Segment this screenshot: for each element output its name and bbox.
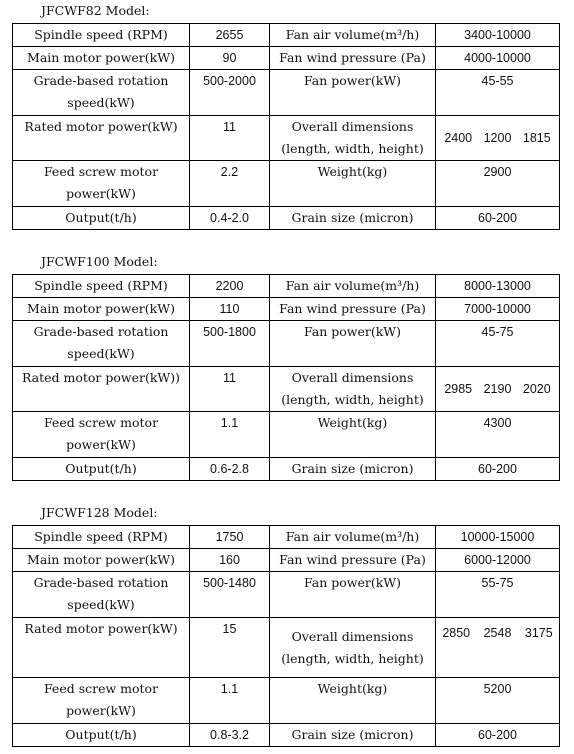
param-value: 60-200: [436, 207, 560, 230]
param-label: Main motor power(kW): [13, 47, 190, 70]
param-label: Fan power(kW): [270, 572, 436, 618]
table-row: [13, 47, 560, 70]
param-value: 500-1480: [190, 572, 270, 618]
model-title: JFCWF82 Model:: [41, 3, 150, 18]
spec-table-jfcwf100: [12, 274, 560, 481]
param-label: Fan air volume(m³/h): [270, 24, 436, 47]
table-row: [13, 116, 560, 161]
param-label: Weight(kg): [270, 412, 436, 458]
param-value: 15: [190, 618, 270, 678]
param-value: 1750: [190, 526, 270, 549]
param-label: Weight(kg): [270, 161, 436, 207]
table-row: [13, 572, 560, 618]
model-title: JFCWF128 Model:: [41, 505, 158, 520]
param-label: Weight(kg): [270, 678, 436, 724]
param-value: 1.1: [190, 412, 270, 458]
param-label: Feed screw motor power(kW): [13, 678, 190, 724]
table-row: [13, 526, 560, 549]
param-value: 2.2: [190, 161, 270, 207]
table-row: [13, 618, 560, 678]
param-value: 0.8-3.2: [190, 724, 270, 747]
param-value: 500-1800: [190, 321, 270, 367]
param-label: Grain size (micron): [270, 207, 436, 230]
param-value: 45-75: [436, 321, 560, 367]
param-value: 60-200: [436, 458, 560, 481]
table-row: [13, 367, 560, 412]
param-value: 7000-10000: [436, 298, 560, 321]
spec-table-jfcwf128: [12, 525, 560, 747]
table-row: [13, 70, 560, 116]
param-value: 4300: [436, 412, 560, 458]
param-value: 4000-10000: [436, 47, 560, 70]
table-row: [13, 678, 560, 724]
param-value: 110: [190, 298, 270, 321]
param-label: Output(t/h): [13, 724, 190, 747]
param-value: 0.6-2.8: [190, 458, 270, 481]
param-value: 11: [190, 367, 270, 412]
param-value: 160: [190, 549, 270, 572]
param-label: Feed screw motor power(kW): [13, 161, 190, 207]
param-label: Fan wind pressure (Pa): [270, 549, 436, 572]
param-value: 3400-10000: [436, 24, 560, 47]
param-label: Feed screw motor power(kW): [13, 412, 190, 458]
param-label: Fan air volume(m³/h): [270, 526, 436, 549]
param-label: Fan wind pressure (Pa): [270, 47, 436, 70]
param-value: 5200: [436, 678, 560, 724]
param-value: 2400 1200 1815: [436, 116, 560, 161]
param-label: Fan power(kW): [270, 321, 436, 367]
model-title: JFCWF100 Model:: [41, 254, 158, 269]
param-label: Grade-based rotation speed(kW): [13, 572, 190, 618]
param-value: 2655: [190, 24, 270, 47]
param-label: Rated motor power(kW)): [13, 367, 190, 412]
table-row: [13, 207, 560, 230]
param-label: Rated motor power(kW): [13, 116, 190, 161]
table-row: [13, 275, 560, 298]
param-value: 2985 2190 2020: [436, 367, 560, 412]
param-value: 2850 2548 3175: [436, 618, 560, 678]
param-value: 1.1: [190, 678, 270, 724]
param-value: 8000-13000: [436, 275, 560, 298]
table-row: [13, 298, 560, 321]
param-label: Rated motor power(kW): [13, 618, 190, 678]
param-label: Spindle speed (RPM): [13, 24, 190, 47]
param-value: 2200: [190, 275, 270, 298]
param-label: Output(t/h): [13, 458, 190, 481]
param-value: 0.4-2.0: [190, 207, 270, 230]
param-label: Fan air volume(m³/h): [270, 275, 436, 298]
param-label: Fan wind pressure (Pa): [270, 298, 436, 321]
param-label: Fan power(kW): [270, 70, 436, 116]
param-label: Spindle speed (RPM): [13, 275, 190, 298]
param-label: Grain size (micron): [270, 724, 436, 747]
table-row: [13, 724, 560, 747]
param-label: Output(t/h): [13, 207, 190, 230]
table-row: [13, 24, 560, 47]
param-value: 60-200: [436, 724, 560, 747]
table-row: [13, 321, 560, 367]
table-row: [13, 161, 560, 207]
param-value: 6000-12000: [436, 549, 560, 572]
param-label: Overall dimensions (length, width, height): [270, 367, 436, 412]
param-value: 55-75: [436, 572, 560, 618]
param-label: Overall dimensions (length, width, height): [270, 116, 436, 161]
param-value: 45-55: [436, 70, 560, 116]
table-row: [13, 549, 560, 572]
table-row: [13, 412, 560, 458]
param-label: Main motor power(kW): [13, 549, 190, 572]
param-label: Grade-based rotation speed(kW): [13, 70, 190, 116]
param-label: Overall dimensions (length, width, height): [270, 618, 436, 678]
param-label: Grade-based rotation speed(kW): [13, 321, 190, 367]
param-value: 90: [190, 47, 270, 70]
param-value: 11: [190, 116, 270, 161]
param-value: 500-2000: [190, 70, 270, 116]
param-value: 2900: [436, 161, 560, 207]
param-label: Grain size (micron): [270, 458, 436, 481]
table-row: [13, 458, 560, 481]
spec-table-jfcwf82: [12, 23, 560, 230]
param-label: Spindle speed (RPM): [13, 526, 190, 549]
param-label: Main motor power(kW): [13, 298, 190, 321]
param-value: 10000-15000: [436, 526, 560, 549]
